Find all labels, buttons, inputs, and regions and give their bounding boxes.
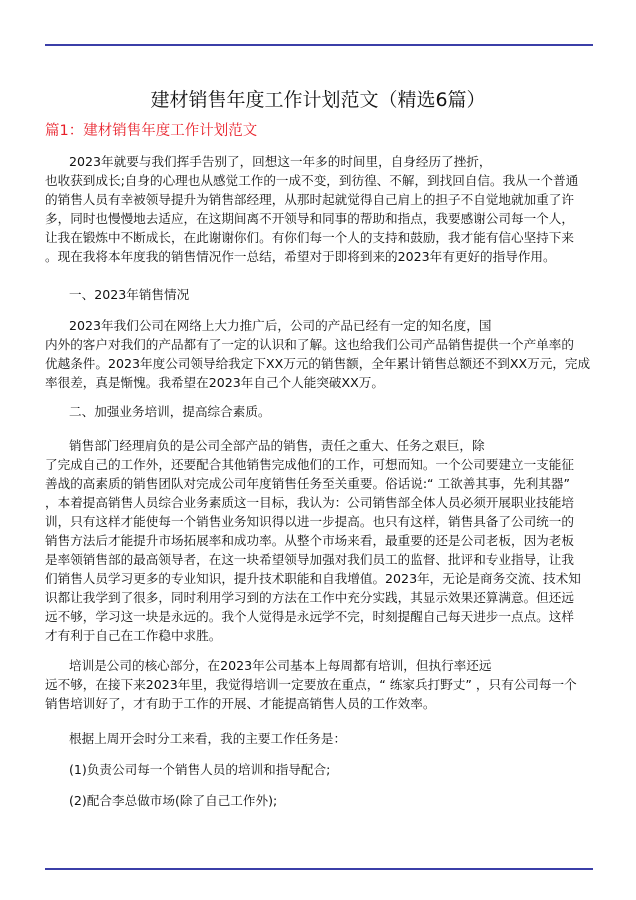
paragraph <box>45 791 593 810</box>
text-line: 销售部门经理肩负的是公司全部产品的销售，责任之重大、任务之艰巨，除 <box>69 438 485 453</box>
text-line: (2)配合李总做市场(除了自己工作外); <box>69 793 278 808</box>
paragraph <box>45 729 593 748</box>
text-line: 训，只有这样才能使每一个销售业务知识得以进一步提高。也只有这样，销售具备了公司统一的 <box>45 514 574 529</box>
text-line: 才有利于自己在工作稳中求胜。 <box>45 628 222 643</box>
text-line: 了完成自己的工作外，还要配合其他销售完成他们的工作，可想而知。一个公司要建立一支能征 <box>45 457 574 472</box>
paragraph <box>45 285 593 304</box>
paragraph <box>45 436 593 645</box>
text-line: 的销售人员有幸被领导提升为销售部经理，从那时起就觉得自己肩上的担子不自觉地就加重了许 <box>45 192 574 207</box>
text-line: 2023年就要与我们挥手告别了，回想这一年多的时间里，自身经历了挫折， <box>69 154 492 169</box>
text-line: 销售培训好了，才有助于工作的开展、才能提高销售人员的工作效率。 <box>45 696 436 711</box>
text-line: 善战的高素质的销售团队对完成公司年度销售任务至关重要。俗话说:“ 工欲善其事，先利其器” <box>45 476 571 491</box>
text-line: 内外的客户对我们的产品都有了一定的认识和了解。这也给我们公司产品销售提供一个产单率的 <box>45 337 574 352</box>
paragraph <box>45 402 593 421</box>
text-line: 是率领销售部的最高领导者，在这一块希望领导加强对我们员工的监督、批评和专业指导，让我 <box>45 552 574 567</box>
section-heading: 篇1：建材销售年度工作计划范文 <box>45 123 258 139</box>
text-line: ，本着提高销售人员综合业务素质这一目标，我认为：公司销售部全体人员必须开展职业技能培 <box>45 495 574 510</box>
text-line: 率很差，真是惭愧。我希望在2023年自己个人能突破XX万。 <box>45 375 384 390</box>
text-line: 培训是公司的核心部分，在2023年公司基本上每周都有培训，但执行率还远 <box>69 658 492 673</box>
text-line: 让我在锻炼中不断成长，在此谢谢你们。有你们每一个人的支持和鼓励，我才能有信心坚持下来 <box>45 230 574 245</box>
text-line: 二、加强业务培训，提高综合素质。 <box>69 404 271 419</box>
text-line: 也收获到成长;自身的心理也从感觉工作的一成不变，到彷徨、不解，到找回自信。我从一个普通 <box>45 173 579 188</box>
text-line: 销售方法后才能提升市场拓展率和成功率。从整个市场来看，最重要的还是公司老板，因为老板 <box>45 533 574 548</box>
text-line: (1)负责公司每一个销售人员的培训和指导配合; <box>69 762 331 777</box>
text-line: 优越条件。2023年度公司领导给我定下XX万元的销售额，全年累计销售总额还不到XX万元，完成 <box>45 356 591 371</box>
bottom-rule <box>45 868 593 870</box>
top-rule <box>45 44 593 46</box>
text-line: 多，同时也慢慢地去适应，在这期间离不开领导和同事的帮助和指点，我要感谢公司每一个人， <box>45 211 574 226</box>
paragraph <box>45 152 593 266</box>
text-line: 一、2023年销售情况 <box>69 287 190 302</box>
document-title: 建材销售年度工作计划范文（精选6篇） <box>150 89 486 111</box>
text-line: 。现在我将本年度我的销售情况作一总结，希望对于即将到来的2023年有更好的指导作用。 <box>45 249 556 264</box>
text-line: 们销售人员学习更多的专业知识，提升技术职能和自我增值。2023年，无论是商务交流、技术知 <box>45 571 581 586</box>
text-line: 2023年我们公司在网络上大力推广后，公司的产品已经有一定的知名度，国 <box>69 318 492 333</box>
text-line: 远不够，学习这一块是永远的。我个人觉得是永远学不完，时刻提醒自己每天进步一点点。这样 <box>45 609 574 624</box>
paragraph <box>45 760 593 779</box>
paragraph <box>45 316 593 392</box>
text-line: 远不够，在接下来2023年里，我觉得培训一定要放在重点，“ 练家兵打野丈” ，只有公司每一个 <box>45 677 577 692</box>
text-line: 识都让我学到了很多，同时利用学习到的方法在工作中充分实践，其显示效果还算满意。但还远 <box>45 590 574 605</box>
text-line: 根据上周开会时分工来看，我的主要工作任务是： <box>69 731 347 746</box>
paragraph <box>45 656 593 713</box>
